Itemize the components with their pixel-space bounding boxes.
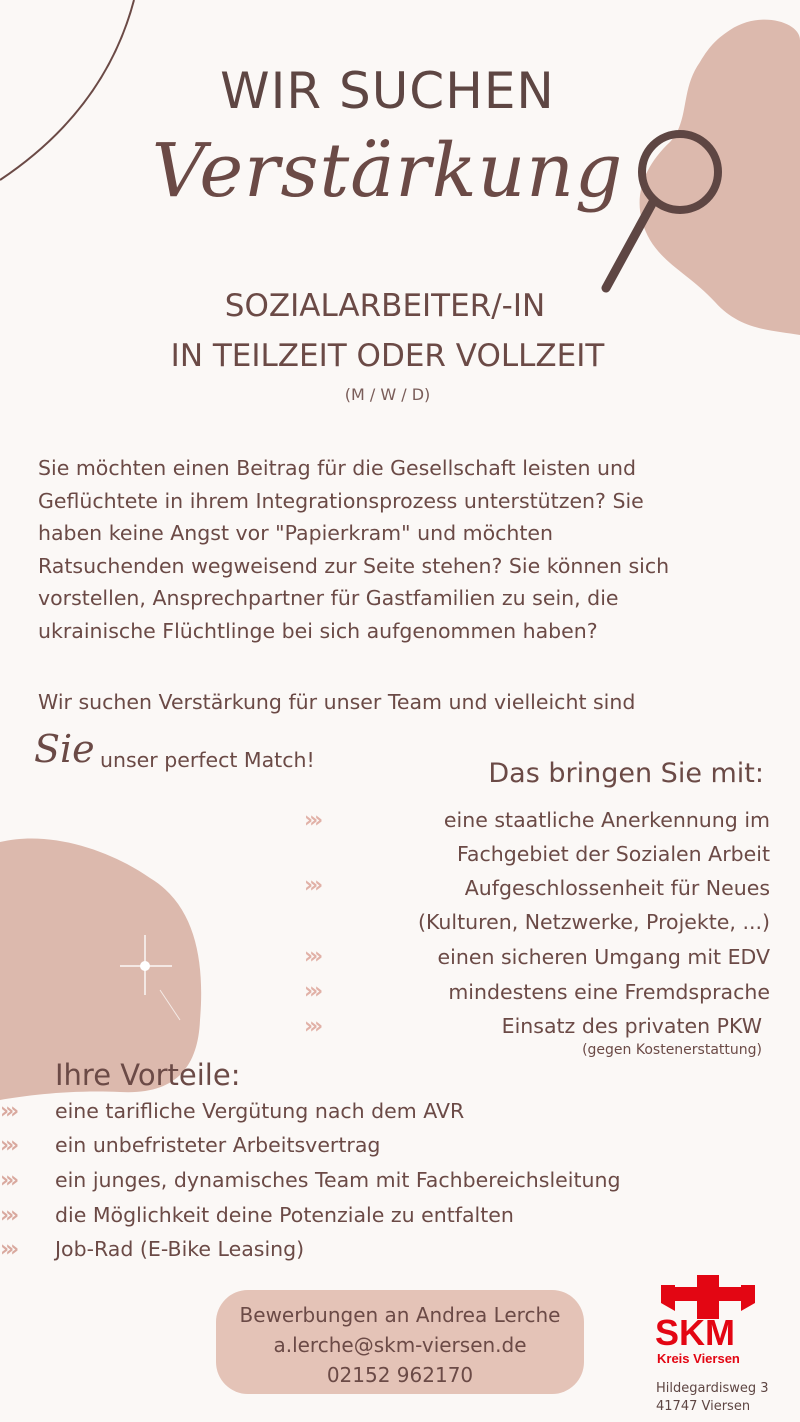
address-city: 41747 Viersen — [656, 1399, 751, 1414]
intro-line: Ratsuchenden wegweisend zur Seite stehen? Sie können sich — [38, 553, 670, 578]
chevrons-icon: ››› — [304, 1014, 320, 1039]
requirement-item: (Kulturen, Netzwerke, Projekte, ...) — [417, 910, 770, 934]
intro-line: vorstellen, Ansprechpartner für Gastfamilien zu sein, die — [38, 586, 619, 610]
chevrons-icon: ››› — [304, 808, 320, 833]
logo-name: SKM — [655, 1312, 735, 1353]
job-title: SOZIALARBEITER/-IN — [224, 288, 546, 324]
chevrons-icon: ››› — [0, 1168, 16, 1193]
chevrons-icon: ››› — [304, 979, 320, 1004]
requirement-note: (gegen Kostenerstattung) — [582, 1042, 762, 1058]
requirement-item: mindestens eine Fremdsprache — [448, 980, 770, 1004]
skm-logo — [653, 1275, 767, 1370]
contact-name: Bewerbungen an Andrea Lerche — [239, 1303, 561, 1327]
chevrons-icon: ››› — [0, 1133, 16, 1158]
intro-line: ukrainische Flüchtlinge bei sich aufgenommen haben? — [38, 618, 598, 643]
contact-email[interactable]: a.lerche@skm-viersen.de — [273, 1333, 527, 1357]
requirement-item: Einsatz des privaten PKW — [501, 1014, 762, 1038]
benefit-text: eine tarifliche Vergütung nach dem AVR — [55, 1099, 465, 1123]
benefit-text: ein unbefristeter Arbeitsvertrag — [55, 1133, 381, 1157]
contact-box — [216, 1290, 584, 1394]
headline: WIR SUCHEN — [220, 62, 555, 120]
chevrons-icon: ››› — [304, 873, 320, 898]
match-text: unser perfect Match! — [100, 748, 315, 772]
chevrons-icon: ››› — [304, 944, 320, 969]
sie-script: Sie — [34, 727, 95, 771]
address-street: Hildegardisweg 3 — [656, 1381, 769, 1396]
logo-sub: Kreis Viersen — [657, 1351, 740, 1366]
chevrons-icon: ››› — [0, 1203, 16, 1228]
benefit-text: Job-Rad (E-Bike Leasing) — [55, 1237, 305, 1261]
benefit-text: die Möglichkeit deine Potenziale zu entfalten — [55, 1203, 514, 1227]
script-title: Verstärkung — [151, 128, 624, 214]
requirement-item: einen sicheren Umgang mit EDV — [437, 945, 770, 969]
chevrons-icon: ››› — [0, 1237, 16, 1262]
requirement-item: Fachgebiet der Sozialen Arbeit — [456, 842, 770, 866]
requirements-title: Das bringen Sie mit: — [488, 758, 764, 789]
job-scope: IN TEILZEIT ODER VOLLZEIT — [170, 338, 605, 374]
intro-line: Sie möchten einen Beitrag für die Gesellschaft leisten und — [38, 456, 637, 480]
requirement-item: Aufgeschlossenheit für Neues — [464, 876, 770, 900]
intro-paragraph — [38, 452, 778, 647]
address — [656, 1380, 769, 1416]
team-text: Wir suchen Verstärkung für unser Team und vielleicht sind — [38, 690, 636, 714]
benefits-title: Ihre Vorteile: — [55, 1058, 241, 1092]
benefit-text: ein junges, dynamisches Team mit Fachbereichsleitung — [55, 1168, 621, 1192]
gender-note: (M / W / D) — [344, 385, 431, 404]
requirement-item: eine staatliche Anerkennung im — [443, 808, 770, 832]
contact-phone[interactable]: 02152 962170 — [326, 1363, 474, 1387]
intro-line: haben keine Angst vor "Papierkram" und möchten — [38, 521, 554, 545]
chevrons-icon: ››› — [0, 1099, 16, 1124]
intro-line: Geflüchtete in ihrem Integrationsprozess unterstützen? Sie — [38, 488, 644, 513]
